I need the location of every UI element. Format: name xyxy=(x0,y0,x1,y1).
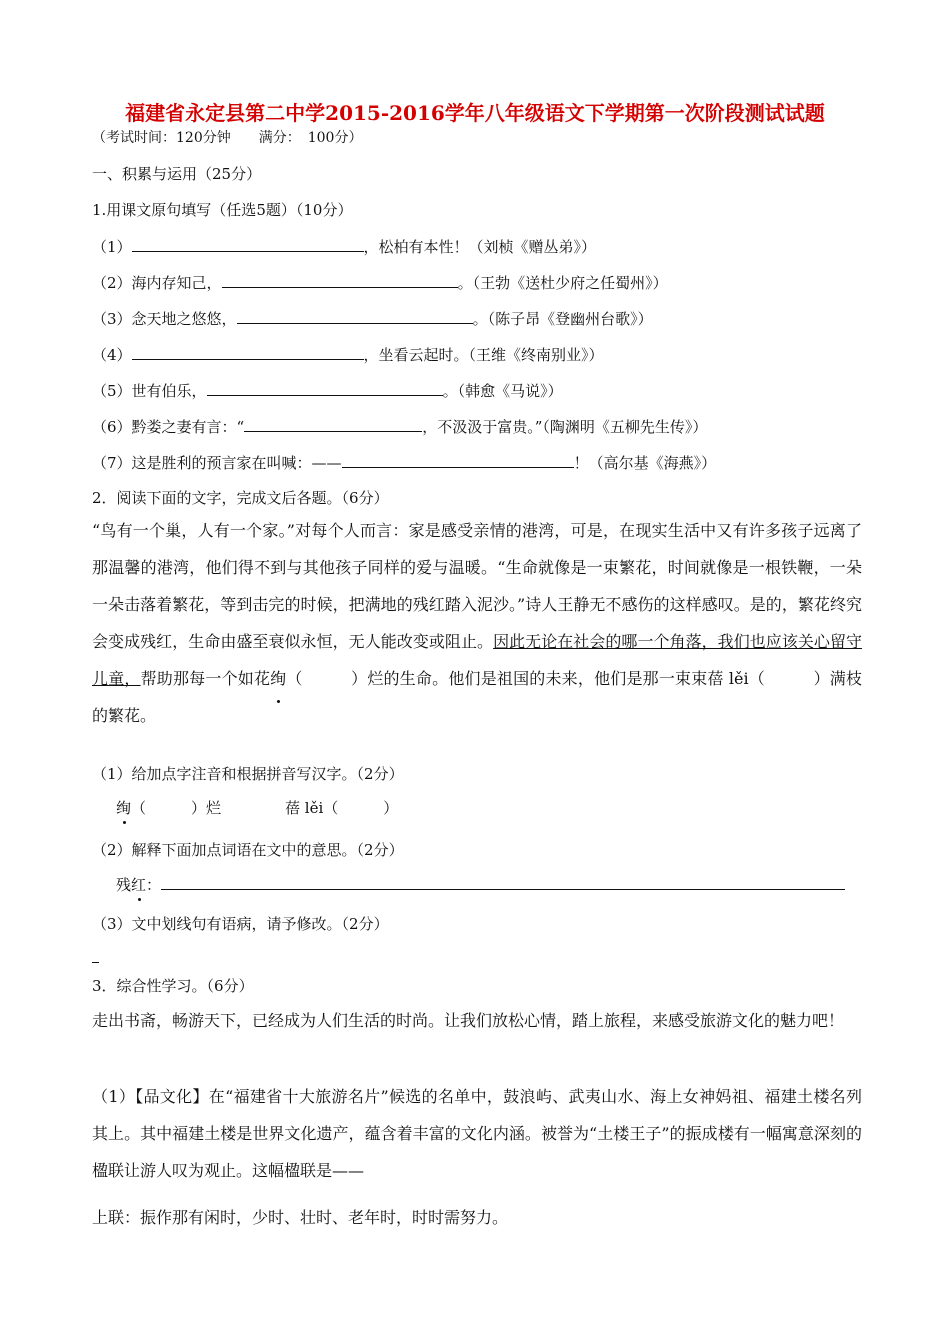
underlined-sentence: 因此无论在社会的哪一个角落，我们也应该关心留守儿童， xyxy=(92,632,862,688)
item-prefix: 这是胜利的预言家在叫喊：—— xyxy=(131,454,342,472)
q2-sub2: （2）解释下面加点词语在文中的意思。（2分） xyxy=(92,841,404,859)
item-prefix: 海内存知己， xyxy=(131,274,222,292)
q2-sub1: （1）给加点字注音和根据拼音写汉字。（2分） xyxy=(92,765,404,783)
q1-item xyxy=(92,452,716,473)
q1-item xyxy=(92,272,668,293)
item-number: （2） xyxy=(92,274,132,292)
q2-sub1-line xyxy=(116,798,398,818)
dotted-char: 绚 xyxy=(116,799,132,817)
q2-heading: 2．阅读下面的文字，完成文后各题。（6分） xyxy=(92,489,389,507)
q1-item xyxy=(92,308,653,329)
q1-item xyxy=(92,416,707,437)
item-suffix: 。（陈子昂《登幽州台歌》） xyxy=(472,310,653,328)
couplet-first-line: 上联：振作那有闲时，少时、壮时、老年时，时时需努力。 xyxy=(92,1208,509,1227)
item-suffix: ，坐看云起时。（王维《终南别业》） xyxy=(363,346,604,364)
q1-heading: 1.用课文原句填写（任选5题）（10分） xyxy=(92,201,353,219)
dotted-word: 残红： xyxy=(116,876,162,894)
q1-item xyxy=(92,344,604,365)
item-suffix: 。（王勃《送杜少府之任蜀州》） xyxy=(457,274,668,292)
answer-blank[interactable] xyxy=(161,874,845,890)
passage-text: 帮助那每一个如花 xyxy=(140,669,271,688)
item-number: （4） xyxy=(92,346,132,364)
answer-paren[interactable]: 蓓 lěi（ ） xyxy=(285,799,399,817)
answer-blank[interactable] xyxy=(132,344,364,360)
answer-blank[interactable] xyxy=(207,380,443,396)
item-prefix: 黔娄之妻有言：“ xyxy=(131,418,245,436)
answer-blank[interactable] xyxy=(342,452,574,468)
q2-sub2-line xyxy=(116,874,845,895)
q1-item xyxy=(92,380,563,401)
document-title: 福建省永定县第二中学2015-2016学年八年级语文下学期第一次阶段测试试题 xyxy=(125,101,825,125)
item-prefix: 念天地之悠悠， xyxy=(131,310,237,328)
answer-blank[interactable] xyxy=(237,308,473,324)
item-number: （7） xyxy=(92,454,132,472)
dotted-char: 绚 xyxy=(270,660,286,697)
q3-sub1: （1）【品文化】在“福建省十大旅游名片”候选的名单中，鼓浪屿、武夷山水、海上女神妈祖、福建土楼名列其上。其中福建土楼是世界文化遗产，蕴含着丰富的文化内涵。被誉为“土楼王子”的振成楼有一幅寓意深刻的楹联让游人叹为观止。这幅楹联是—— xyxy=(92,1087,862,1180)
passage-text: “鸟有一个巢，人有一个家。”对每个人而言：家是感受亲情的港湾，可是，在现实生活中又有许多孩子远离了那温馨的港湾，他们得不到与其他孩子同样的爱与温暖。“生命就像是一束繁花，时间就像是一根铁鞭，一朵一朵击落着繁花，等到击完的时候，把满地的残红踏入泥沙。”诗人王静无不感伤的这样感叹。是的，繁花终究会变成残红，生命由盛至衰似永恒，无人能改变或阻止。 xyxy=(92,521,862,651)
item-number: （5） xyxy=(92,382,132,400)
item-number: （3） xyxy=(92,310,132,328)
passage-text: （ ）烂的生命。他们是祖国的未来，他们是那一束束蓓 lěi（ ）满枝的繁花。 xyxy=(92,669,862,725)
exam-info: （考试时间：120分钟 满分： 100分） xyxy=(92,130,363,146)
item-prefix: 世有伯乐， xyxy=(131,382,207,400)
q2-passage xyxy=(92,512,862,734)
answer-blank[interactable] xyxy=(132,236,364,252)
q1-item xyxy=(92,236,596,257)
item-suffix: 。（韩愈《马说》） xyxy=(442,382,563,400)
item-suffix: ，松柏有本性！（刘桢《赠丛弟》） xyxy=(363,238,597,256)
q3-intro: 走出书斋，畅游天下，已经成为人们生活的时尚。让我们放松心情，踏上旅程，来感受旅游文化的魅力吧！ xyxy=(92,1011,845,1030)
q3-heading: 3．综合性学习。（6分） xyxy=(92,977,254,995)
section-heading-1: 一、积累与运用（25分） xyxy=(92,165,262,183)
answer-blank[interactable] xyxy=(222,272,458,288)
q2-sub3: （3）文中划线句有语病，请予修改。（2分） xyxy=(92,915,389,933)
item-number: （6） xyxy=(92,418,132,436)
answer-blank[interactable] xyxy=(92,962,99,963)
item-suffix: ！（高尔基《海燕》） xyxy=(573,454,717,472)
item-suffix: ，不汲汲于富贵。”（陶渊明《五柳先生传》） xyxy=(422,418,708,436)
answer-paren[interactable]: （ ）烂 xyxy=(131,799,222,817)
answer-blank[interactable] xyxy=(244,416,422,432)
item-number: （1） xyxy=(92,238,132,256)
